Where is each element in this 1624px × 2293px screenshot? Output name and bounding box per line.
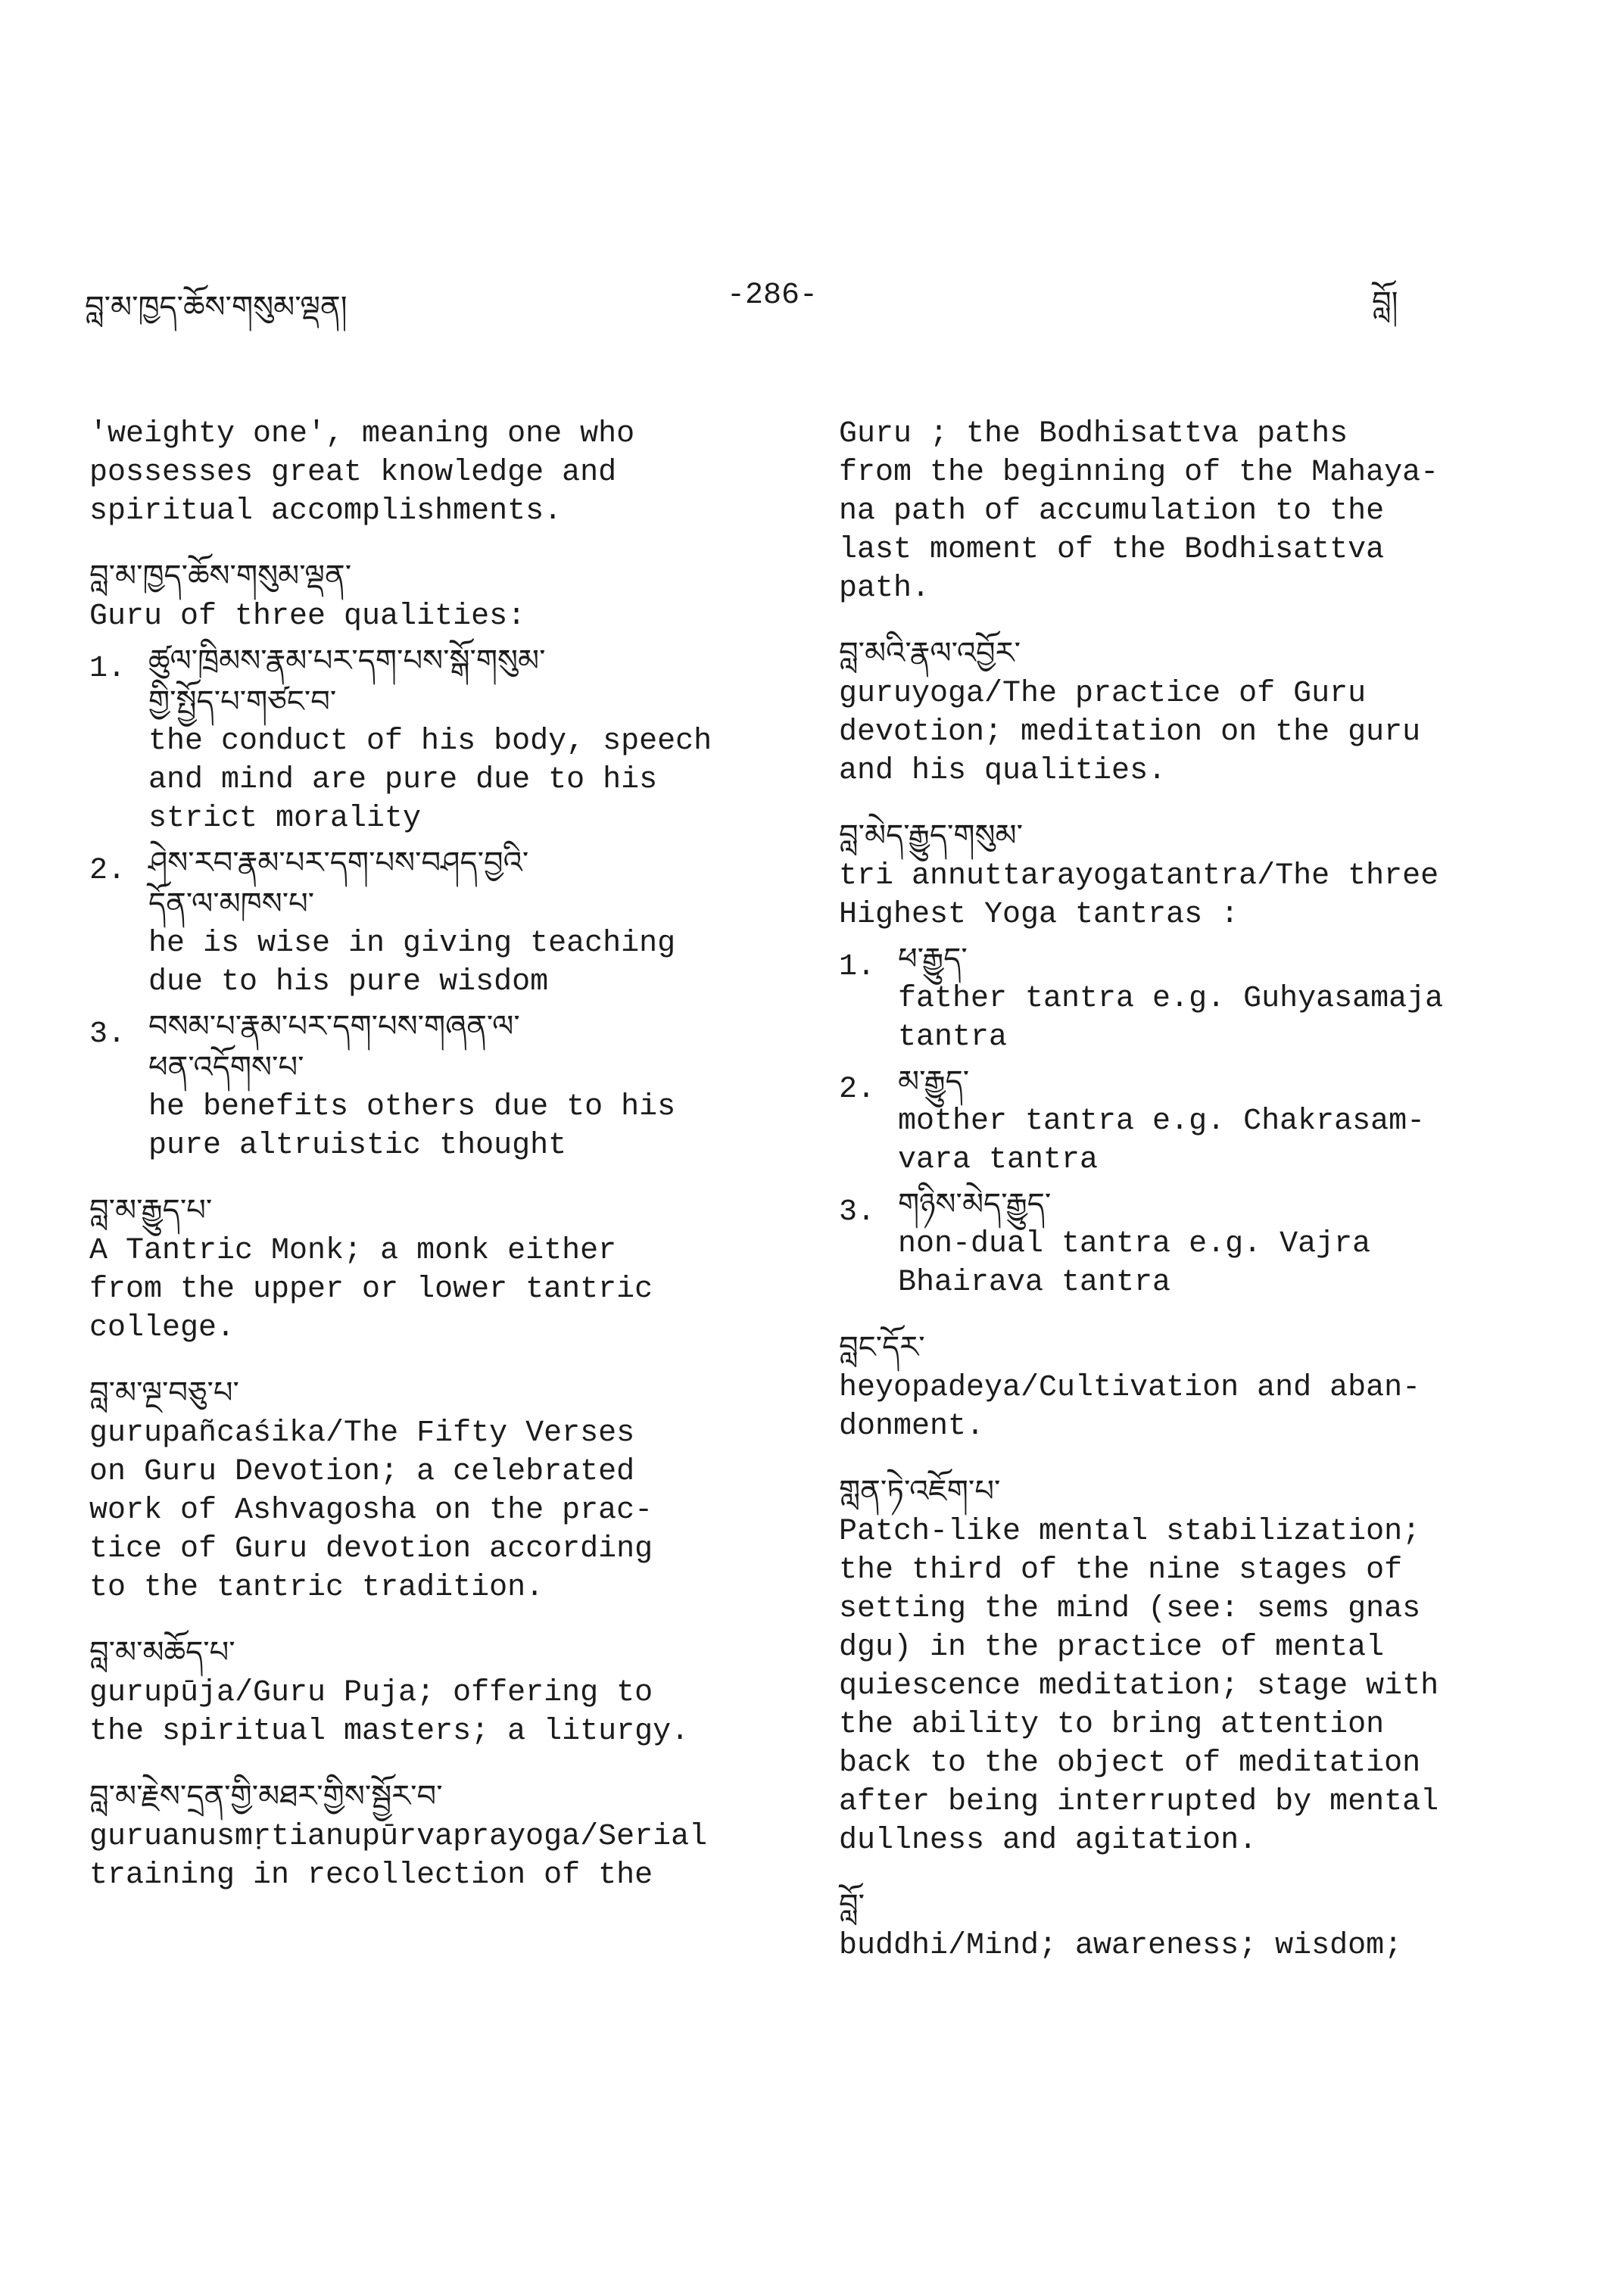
- dictionary-entry: [839, 1470, 1520, 1860]
- left-column: [89, 415, 771, 1919]
- item-translation: he is wise in giving teaching due to his pure wisdom: [148, 927, 676, 999]
- list-item: [89, 640, 771, 838]
- item-tibetan: མ་རྒྱུད་: [898, 1064, 970, 1099]
- dictionary-entry: [89, 1372, 771, 1607]
- headword-tibetan: བླ་མ་རྗེས་དྲན་གྱི་མཐར་གྱིས་སྦྱོར་བ་: [89, 1779, 443, 1814]
- item-translation: he benefits others due to his pure altruistic thought: [148, 1090, 676, 1163]
- definition: guruanusmṛtianupūrvaprayoga/Serial training in recollection of the: [89, 1820, 708, 1893]
- definition: buddhi/Mind; awareness; wisdom;: [839, 1929, 1403, 1963]
- dictionary-entry: [89, 555, 771, 1165]
- dictionary-entry: [839, 1326, 1520, 1446]
- list-item: [89, 1006, 771, 1165]
- item-number: 3.: [839, 1195, 876, 1229]
- page-number: -286-: [727, 279, 818, 313]
- dictionary-entry: [89, 1189, 771, 1347]
- definition: A Tantric Monk; a monk either from the upper or lower tantric college.: [89, 1234, 653, 1345]
- running-head-left: བླ་མ་ཁྱད་ཆོས་གསུམ་ལྡན།: [85, 290, 348, 325]
- dictionary-entry: [839, 632, 1520, 790]
- item-number: 2.: [89, 854, 126, 888]
- definition: guruyoga/The practice of Guru devotion; meditation on the guru and his qualities.: [839, 677, 1421, 788]
- definition: Guru of three qualities:: [89, 600, 526, 634]
- headword-tibetan: བླང་དོར་: [839, 1330, 925, 1365]
- item-translation: mother tantra e.g. Chakrasam- vara tantra: [898, 1104, 1426, 1177]
- item-tibetan: ཕ་རྒྱུད་: [898, 942, 968, 977]
- right-column: [839, 415, 1520, 1989]
- item-tibetan: ཤེས་རབ་རྣམ་པར་དག་པས་བཤད་བྱའི་ དོན་ལ་མཁས་པ་: [148, 846, 529, 921]
- headword-tibetan: བླ་མའི་རྣལ་འབྱོར་: [839, 636, 1021, 671]
- list-item: [89, 843, 771, 1002]
- definition: Patch-like mental stabilization; the third of the nine stages of setting the mind (see: sems gnas dgu) in the practice of mental quiescence meditation; stage with the ability to bring attention back to the object of meditation after being interrupted by mental dullness and agitation.: [839, 1515, 1439, 1858]
- running-head-right: བློ།: [1372, 285, 1398, 320]
- headword-tibetan: བླ་མ་རྒྱུད་པ་: [89, 1193, 213, 1228]
- item-tibetan: གཉིས་མེད་རྒྱུད་: [898, 1187, 1052, 1222]
- continuation-text: 'weighty one', meaning one who possesses great knowledge and spiritual accomplishments.: [89, 417, 635, 528]
- dictionary-entry: [839, 1884, 1520, 1965]
- headword-tibetan: བླ་མེད་རྒྱུད་གསུམ་: [839, 818, 1024, 853]
- item-number: 2.: [839, 1073, 876, 1107]
- headword-tibetan: གླན་ཏེ་འཇོག་པ་: [839, 1474, 1001, 1509]
- item-tibetan: བསམ་པ་རྣམ་པར་དག་པས་གཞན་ལ་ ཕན་འདོགས་པ་: [148, 1009, 520, 1085]
- item-number: 1.: [89, 652, 126, 686]
- definition: gurupañcaśika/The Fifty Verses on Guru Devotion; a celebrated work of Ashvagosha on the prac- tice of Guru devotion according to the tantric tradition.: [89, 1416, 653, 1605]
- item-tibetan: ཚུལ་ཁྲིམས་རྣམ་པར་དག་པས་སྒོ་གསུམ་ གྱི་སྤྱོད་པ་གཙང་བ་: [148, 643, 546, 719]
- definition: gurupūja/Guru Puja; offering to the spiritual masters; a liturgy.: [89, 1676, 690, 1749]
- headword-tibetan: བླ་མ་ཁྱད་ཆོས་གསུམ་ལྡན་: [89, 559, 352, 594]
- item-number: 1.: [839, 950, 876, 984]
- item-translation: non-dual tantra e.g. Vajra Bhairava tantra: [898, 1227, 1371, 1300]
- headword-tibetan: བློ་: [839, 1888, 865, 1923]
- item-translation: the conduct of his body, speech and mind are pure due to his strict morality: [148, 724, 712, 836]
- definition: tri annuttarayogatantra/The three Highest Yoga tantras :: [839, 859, 1439, 932]
- list-item: [839, 939, 1520, 1057]
- dictionary-entry: [89, 1631, 771, 1751]
- item-number: 3.: [89, 1017, 126, 1051]
- continuation-text: Guru ; the Bodhisattva paths from the beginning of the Mahaya- na path of accumulation to the last moment of the Bodhisattva path.: [839, 417, 1439, 606]
- dictionary-entry: [839, 815, 1520, 1302]
- list-item: [839, 1061, 1520, 1179]
- definition: heyopadeya/Cultivation and aban- donment.: [839, 1371, 1421, 1444]
- list-item: [839, 1184, 1520, 1302]
- headword-tibetan: བླ་མ་མཆོད་པ་: [89, 1635, 235, 1670]
- dictionary-entry: [89, 1775, 771, 1895]
- headword-tibetan: བླ་མ་ལྔ་བཅུ་པ་: [89, 1375, 239, 1410]
- item-translation: father tantra e.g. Guhyasamaja tantra: [898, 982, 1444, 1055]
